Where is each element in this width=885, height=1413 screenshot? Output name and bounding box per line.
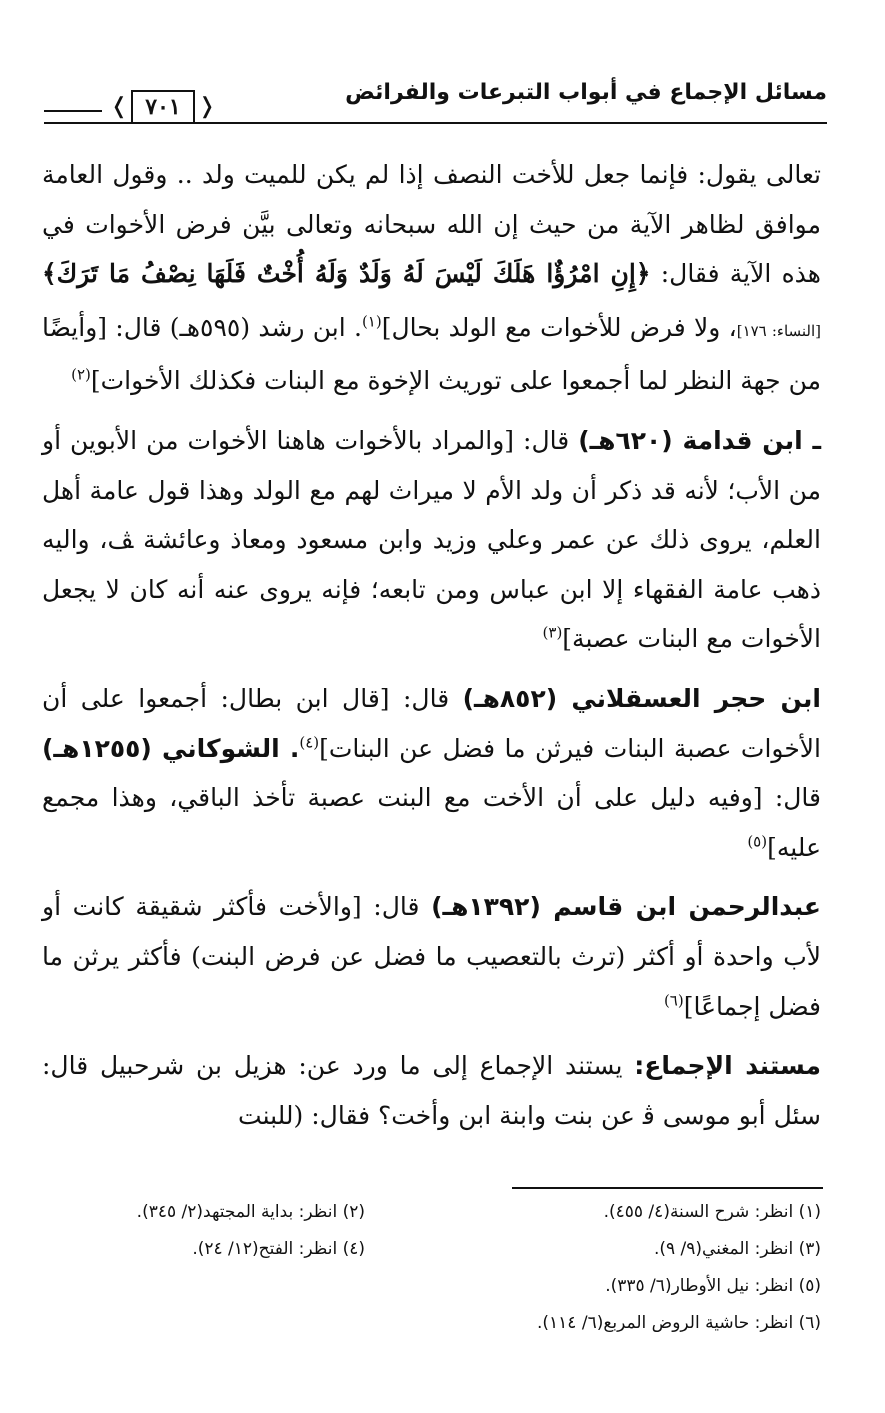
scholar-name-ibn-qasim: عبدالرحمن ابن قاسم (١٣٩٢هـ) [431, 892, 821, 922]
footnote-rule [512, 1187, 823, 1189]
header-title: مسائل الإجماع في أبواب التبرعات والفرائض [345, 80, 827, 105]
page-number-frame [102, 88, 224, 126]
scholar-name-shawkani: . الشوكاني (١٢٥٥هـ) [42, 733, 300, 763]
scholar-name-ibn-qudamah: ـ ابن قدامة (٦٢٠هـ) [578, 425, 821, 455]
p1-text-1: تعالى يقول: فإنما جعل للأخت النصف إذا لم يكن للميت ولد .. وقول العامة موافق لظاهر الآية من حيث إن الله سبحانه وتعالى بيَّن فرض الأخوات في هذه الآية فقال: [42, 160, 821, 289]
p3-text-1: قال: [قال ابن بطال: أجمعوا على أن الأخوات عصبة البنات فيرثن ما فضل عن البنات] [42, 683, 821, 763]
footnote-5: (٥) انظر: نيل الأوطار(٦/ ٣٣٥). [605, 1276, 821, 1296]
footnote-4: (٤) انظر: الفتح(١٢/ ٢٤). [192, 1239, 365, 1259]
paragraph-4 [42, 882, 821, 1031]
p1-text-2: ، ولا فرض للأخوات مع الولد بحال] [381, 312, 737, 342]
verse-citation: [النساء: ١٧٦] [736, 321, 822, 340]
quran-verse: ﴿إِنِ امْرُؤٌا هَلَكَ لَيْسَ لَهُ وَلَدٌ وَلَهُ أُخْتٌ فَلَهَا نِصْفُ مَا تَرَكَ﴾ [42, 259, 651, 289]
paragraph-1 [42, 150, 821, 406]
page-number: ٧٠١ [131, 90, 194, 124]
ornament-right-icon: ❭ [197, 94, 217, 119]
ornament-left-icon: ❬ [109, 94, 129, 119]
footnotes [34, 1200, 821, 1350]
p3-text-2: قال: [وفيه دليل على أن الأخت مع البنت عصبة تأخذ الباقي، وهذا مجمع عليه] [42, 783, 821, 862]
p1-text-3: . ابن رشد (٥٩٥هـ) قال: [وأيضًا من جهة النظر لما أجمعوا على توريث الإخوة مع البنات فكذلك الأخوات] [42, 312, 821, 396]
scholar-name-ibn-hajar: ابن حجر العسقلاني (٨٥٢هـ) [462, 683, 821, 713]
p4-text: قال: [والأخت فأكثر شقيقة كانت أو لأب واحدة أو أكثر (ترث بالتعصيب ما فضل عن فرض البنت) فأكثر يرثن ما فضل إجماعًا] [42, 892, 821, 1021]
header-left-rule [44, 110, 102, 112]
footnote-ref-4[interactable]: (٤) [299, 733, 320, 752]
footnote-ref-6[interactable]: (٦) [663, 991, 684, 1010]
footnote-1: (١) انظر: شرح السنة(٤/ ٤٥٥). [603, 1202, 821, 1222]
footnote-ref-5[interactable]: (٥) [747, 832, 768, 851]
footnote-2: (٢) انظر: بداية المجتهد(٢/ ٣٤٥). [136, 1202, 365, 1222]
paragraph-3 [42, 674, 821, 872]
p2-text: قال: [والمراد بالأخوات هاهنا الأخوات من الأبوين أو من الأب؛ لأنه قد ذكر أن ولد الأم لا ميراث لهم مع الولد وهذا قول عامة أهل العلم، يروى ذلك عن عمر وعلي وزيد وابن مسعود ومعاذ وعائشة ﭫ، واليه ذهب عامة الفقهاء إلا ابن عباس ومن تابعه؛ فإنه يروى عنه أنه كان لا يجعل الأخوات مع البنات عصبة] [42, 425, 821, 654]
footnote-6: (٦) انظر: حاشية الروض المربع(٦/ ١١٤). [536, 1313, 821, 1333]
footnote-3: (٣) انظر: المغني(٩/ ٩). [653, 1239, 821, 1259]
paragraph-2 [42, 416, 821, 664]
footnote-ref-2[interactable]: (٢) [71, 366, 91, 385]
main-text [42, 150, 821, 1140]
paragraph-5 [42, 1041, 821, 1140]
p5-text: يستند الإجماع إلى ما ورد عن: هزيل بن شرحبيل قال: سئل أبو موسى ﭬ عن بنت وابنة ابن وأخت؟ فقال: (للبنت [42, 1051, 821, 1130]
running-header [44, 76, 827, 126]
footnote-ref-1[interactable]: (١) [361, 312, 382, 331]
footnote-ref-3[interactable]: (٣) [542, 624, 563, 643]
consensus-basis-label: مستند الإجماع: [634, 1051, 822, 1081]
